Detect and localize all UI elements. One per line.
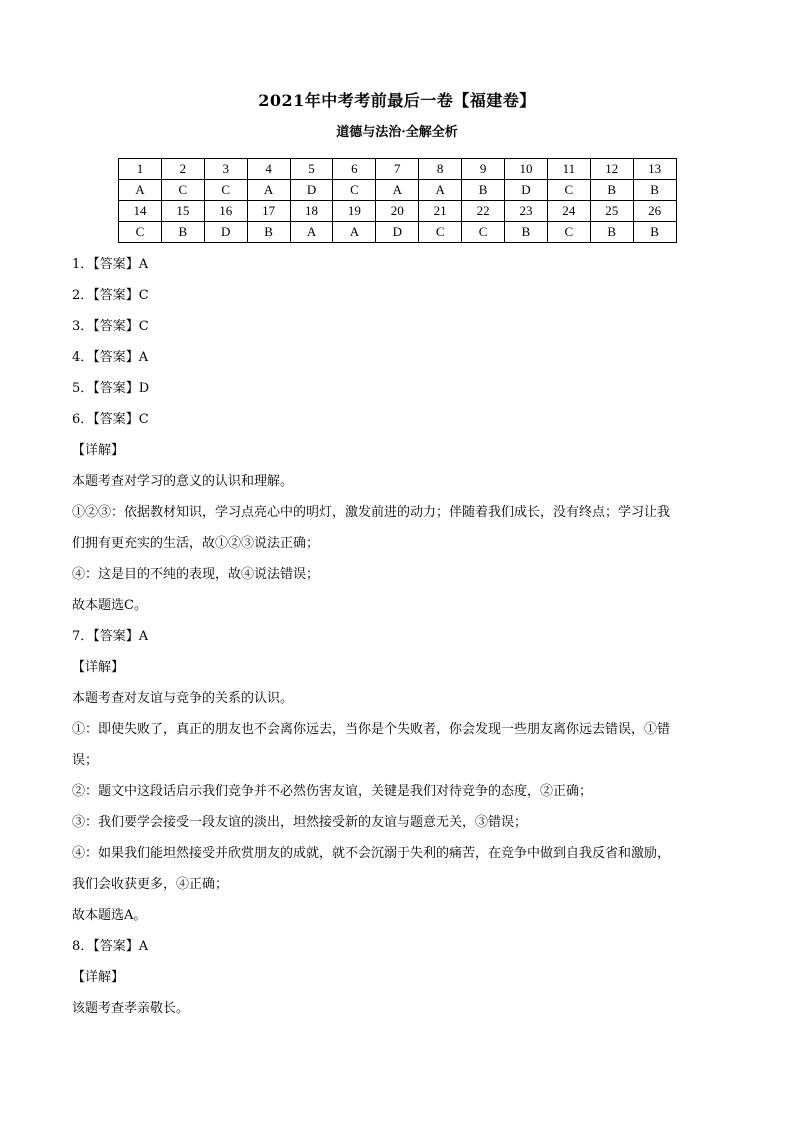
answer-cell: B (247, 222, 290, 243)
question-number-cell: 26 (633, 201, 676, 222)
text-line: ④：如果我们能坦然接受并欣赏朋友的成就，就不会沉溺于失利的痛苦，在竞争中做到自我反省和激励， (72, 846, 671, 861)
text-line: 4．【答案】A (72, 350, 149, 365)
question-number-cell: 23 (505, 201, 548, 222)
answer-cell: B (590, 222, 633, 243)
text-line: 故本题选A。 (72, 908, 147, 923)
question-number-cell: 12 (590, 159, 633, 180)
text-line: 3．【答案】C (72, 319, 149, 334)
answer-cell: A (119, 180, 162, 201)
text-line: 【详解】 (72, 443, 125, 458)
question-number-cell: 14 (119, 201, 162, 222)
question-number-cell: 7 (376, 159, 419, 180)
text-line: 【详解】 (72, 660, 125, 675)
text-line: 5．【答案】D (72, 381, 150, 396)
answer-cell: B (633, 180, 676, 201)
answer-cell: C (119, 222, 162, 243)
question-number-cell: 17 (247, 201, 290, 222)
question-number-cell: 21 (419, 201, 462, 222)
text-line: 1．【答案】A (72, 257, 149, 272)
answer-cell: D (505, 180, 548, 201)
answer-cell: B (633, 222, 676, 243)
answer-cell: A (419, 180, 462, 201)
question-number-cell: 10 (505, 159, 548, 180)
answer-cell: A (247, 180, 290, 201)
question-number-cell: 24 (547, 201, 590, 222)
question-number-cell: 6 (333, 159, 376, 180)
page-title: 2021年中考考前最后一卷【福建卷】 (258, 91, 536, 110)
text-line: ①：即使失败了，真正的朋友也不会离你远去，当你是个失败者，你会发现一些朋友离你远去错误，①错 (72, 722, 671, 737)
text-line: 6．【答案】C (72, 412, 149, 427)
question-number-cell: 25 (590, 201, 633, 222)
answer-cell: D (204, 222, 247, 243)
text-line: 误； (72, 753, 99, 768)
question-number-cell: 8 (419, 159, 462, 180)
text-line: ③：我们要学会接受一段友谊的淡出，坦然接受新的友谊与题意无关，③错误； (72, 815, 528, 830)
answer-row (119, 222, 677, 243)
answer-cell: B (505, 222, 548, 243)
explanation-body (72, 254, 732, 1029)
answer-cell: B (462, 180, 505, 201)
page-subtitle: 道德与法治·全解全析 (336, 125, 458, 140)
question-number-cell: 2 (161, 159, 204, 180)
answer-cell: B (161, 222, 204, 243)
question-number-cell: 9 (462, 159, 505, 180)
question-number-cell: 13 (633, 159, 676, 180)
question-number-cell: 5 (290, 159, 333, 180)
question-number-cell: 11 (547, 159, 590, 180)
question-number-cell: 16 (204, 201, 247, 222)
text-line: ②：题文中这段话启示我们竞争并不必然伤害友谊，关键是我们对待竞争的态度，②正确； (72, 784, 593, 799)
question-number-cell: 19 (333, 201, 376, 222)
answer-cell: B (590, 180, 633, 201)
text-line: 7．【答案】A (72, 629, 149, 644)
text-line: 本题考查对友谊与竞争的关系的认识。 (72, 691, 294, 706)
text-line: 们拥有更充实的生活，故①②③说法正确； (72, 536, 320, 551)
answer-row (119, 180, 677, 201)
answer-cell: C (161, 180, 204, 201)
question-number-row (119, 201, 677, 222)
answer-cell: C (547, 180, 590, 201)
text-line: 我们会收获更多，④正确； (72, 877, 229, 892)
text-line: 8．【答案】A (72, 939, 149, 954)
answer-cell: C (204, 180, 247, 201)
question-number-row (119, 159, 677, 180)
answer-cell: A (333, 222, 376, 243)
answer-cell: A (290, 222, 333, 243)
answer-cell: C (333, 180, 376, 201)
question-number-cell: 1 (119, 159, 162, 180)
question-number-cell: 22 (462, 201, 505, 222)
answer-cell: C (419, 222, 462, 243)
text-line: 该题考查孝亲敬长。 (72, 1001, 190, 1016)
question-number-cell: 20 (376, 201, 419, 222)
answer-table (118, 158, 677, 243)
text-line: ①②③：依据教材知识，学习点亮心中的明灯，激发前进的动力；伴随着我们成长，没有终点；学习让我 (72, 505, 671, 520)
text-line: 本题考查对学习的意义的认识和理解。 (72, 474, 294, 489)
text-line: ④：这是目的不纯的表现，故④说法错误； (72, 567, 320, 582)
question-number-cell: 18 (290, 201, 333, 222)
answer-cell: D (376, 222, 419, 243)
answer-cell: C (462, 222, 505, 243)
text-line: 2．【答案】C (72, 288, 149, 303)
answer-cell: C (547, 222, 590, 243)
text-line: 【详解】 (72, 970, 125, 985)
answer-cell: A (376, 180, 419, 201)
text-line: 故本题选C。 (72, 598, 147, 613)
question-number-cell: 4 (247, 159, 290, 180)
answer-cell: D (290, 180, 333, 201)
question-number-cell: 15 (161, 201, 204, 222)
question-number-cell: 3 (204, 159, 247, 180)
